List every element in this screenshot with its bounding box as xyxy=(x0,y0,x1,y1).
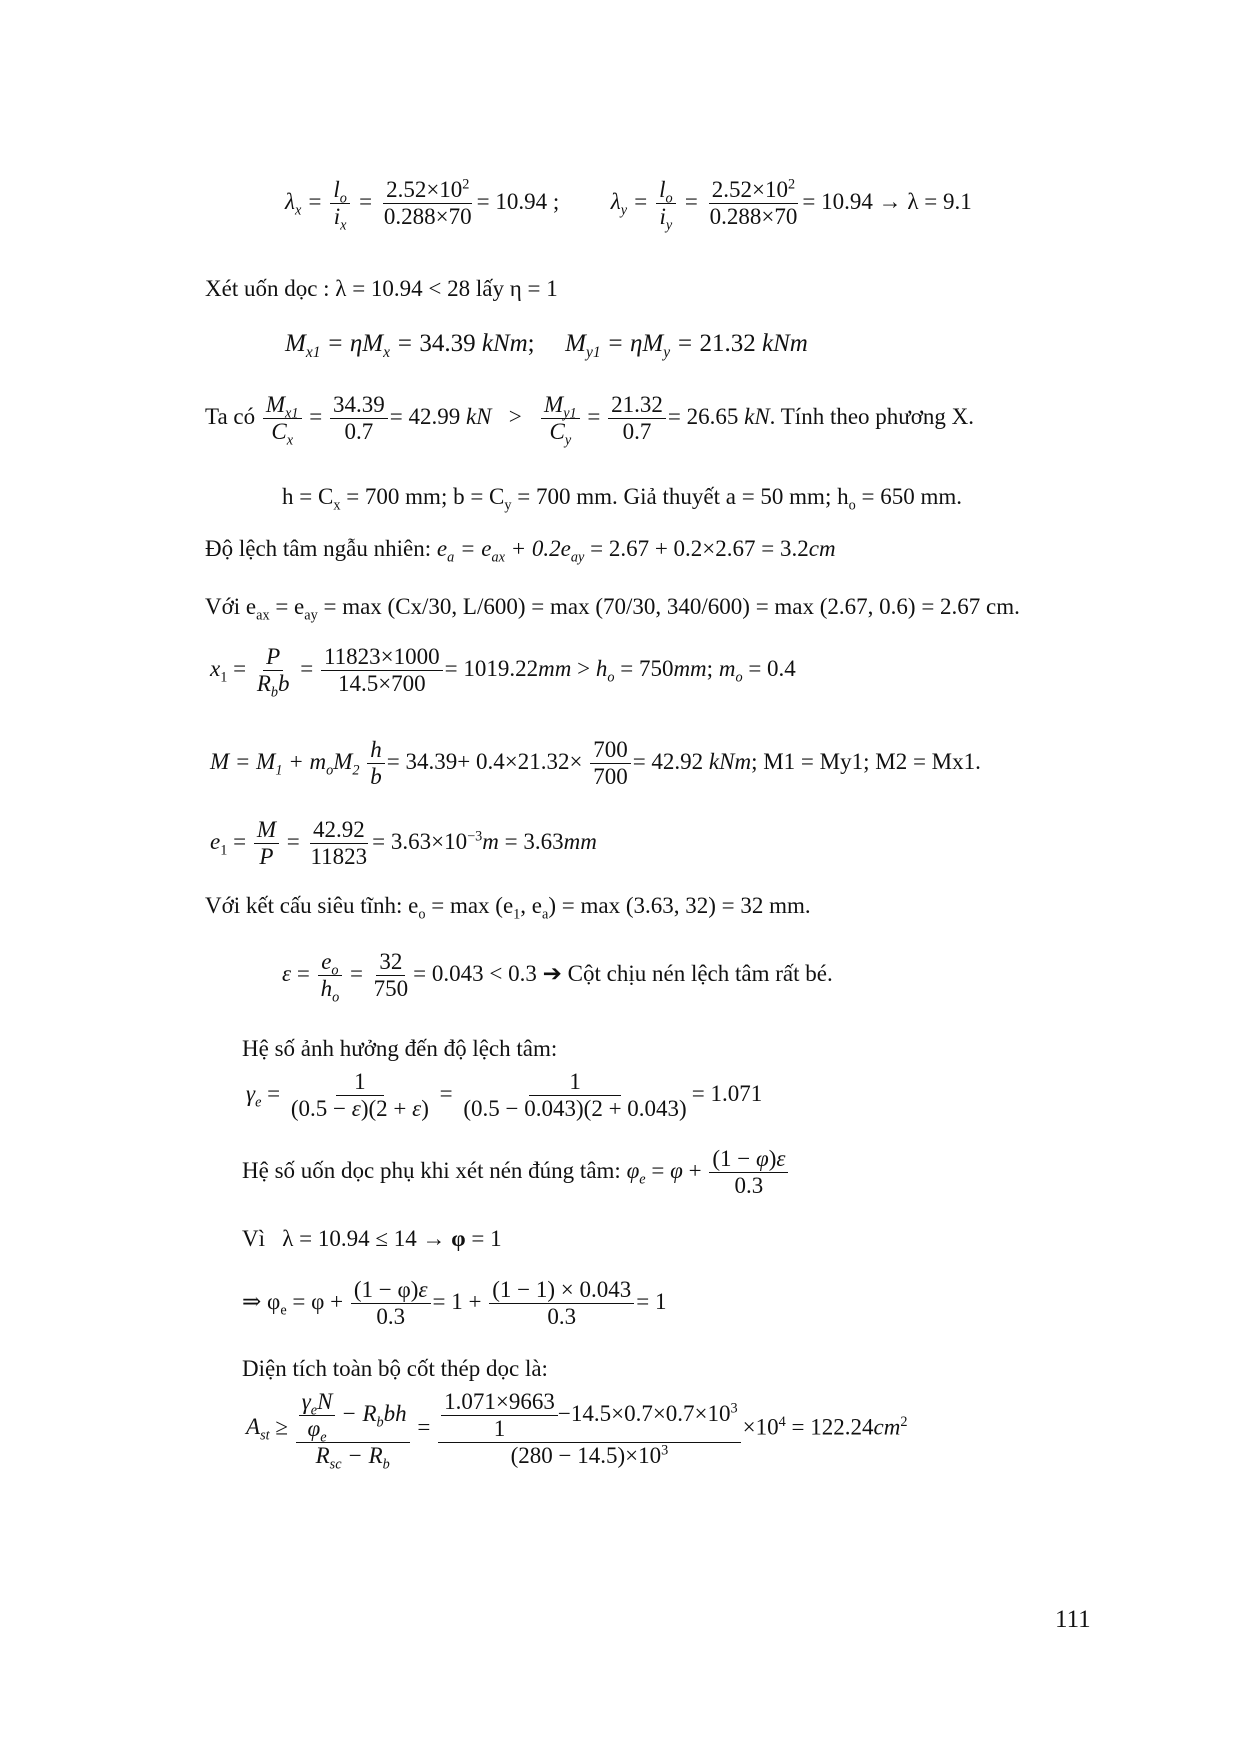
x1-line: $x_1$ = $\frac{P}{R_bb}$ = $\frac{11823\times 1000}{14.5\times 700}$ = $1019.22mm > h_o = 750mm$; $m_o = 0.4$ xyxy=(210,644,796,701)
vi-line: Vì λ = 10.94 ≤ 14 → φ = 1 xyxy=(242,1226,502,1251)
m-combined-line: $M = M_1 + m_oM_2$ $\frac{h}{b}$ = 34.39+ 0.4×21.32× $\frac{700}{700}$ = 42.92 kNm; M1 = My1; M2 = Mx1. xyxy=(210,737,981,790)
implies-arrow-icon: ⇒ xyxy=(242,1288,262,1314)
dien-tich-line: Diện tích toàn bộ cốt thép dọc là: xyxy=(242,1356,548,1381)
do-lech-tam-line: Độ lệch tâm ngẫu nhiên: $e_a = e_{ax} + 0.2e_{ay} = 2.67 + 0.2\times 2.67 = 3.2cm$ xyxy=(205,536,836,566)
phi-e-line: ⇒ $\varphi_e = \varphi$ + $\frac{(1 - \varphi)\varepsilon}{0.3}$ = 1 + $\frac{(1 - 1) \times 0.043}{0.3}$ = 1 xyxy=(242,1277,667,1330)
ta-co-line: Ta có $\frac{M_{x1}}{C_x}$ = $\frac{34.39}{0.7}$ = 42.99 kN > $\frac{M_{y1}}{C_y}$ = $\frac{21.32}{0.7}$ = 26.65 kN. Tính theo phương X. xyxy=(205,392,975,449)
voi-eax-line: Với $e_{ax} = e_{ay} = \max (Cx/30$, L/600) = max (70/30, 340/600) = max (2.67, 0.6) = 2.67 cm. xyxy=(205,594,1020,624)
lambda-equation: $\lambda_x$ = $\frac{l_o}{i_x}$ = $\frac{2.52\times 10^2}{0.288\times 70}$ = 10.94 ; $\lambda_y$ = $\frac{l_o}{i_y}$ = $\frac{2.52\times 10^2}{0.288\times 70}$ = 10.94 → λ = 9.1 xyxy=(285,176,972,234)
voi-ket-cau-line: Với kết cấu siêu tĩnh: $e_o = \max (e_1$, $e_a) = \max (3.63$, 32) = 32 mm. xyxy=(205,893,811,923)
moments-line: $M_{x1} = \eta M_x = 34.39$ kNm; $M_{y1} = \eta M_y = 21.32$ kNm xyxy=(285,330,808,361)
he-so-uon-doc-line: Hệ số uốn dọc phụ khi xét nén đúng tâm: $\varphi_e = \varphi$ + $\frac{(1 - \varphi)\varepsilon}{0.3}$ xyxy=(242,1147,790,1198)
page-number: 111 xyxy=(1055,1606,1091,1633)
e1-line: $e_1$ = $\frac{M}{P}$ = $\frac{42.92}{11823}$ = $3.63\times 10^{-3}m = 3.63mm$ xyxy=(210,817,597,870)
gamma-e-line: $\gamma_e$ = $\frac{1}{(0.5 - \varepsilon)(2 + \varepsilon)}$ = $\frac{1}{(0.5 - 0.043)(2 + 0.043)}$ = 1.071 xyxy=(246,1069,763,1122)
arrow-icon: ➔ xyxy=(542,960,562,986)
epsilon-line: ε = $\frac{e_o}{h_o}$ = $\frac{32}{750}$ = 0.043 < 0.3 ➔ Cột chịu nén lệch tâm rất bé. xyxy=(282,949,833,1006)
he-so-anh-huong-line: Hệ số ảnh hưởng đến độ lệch tâm: xyxy=(242,1036,558,1061)
ast-line: $A_{st}$ ≥ $\frac{\gamma_eN}{\varphi_e}$ − $R_bbh$ $R_{sc} - R_b$ = $\frac{1.071\times 9663}{1}$ $-14.5\times 0.7\times 0.7\times 10^3$ $(280 - 14.5)\times 10^3$ $\times 10^4 = 122.24cm^2$ xyxy=(246,1389,908,1473)
xet-uon-doc-line: Xét uốn dọc : λ = 10.94 < 28 lấy η = 1 xyxy=(205,276,558,301)
h-b-line: $h = C_x = 700$ mm; $b = C_y = 700$ mm. Giả thuyết a = 50 mm; $h_o = 650$ mm. xyxy=(282,484,962,514)
